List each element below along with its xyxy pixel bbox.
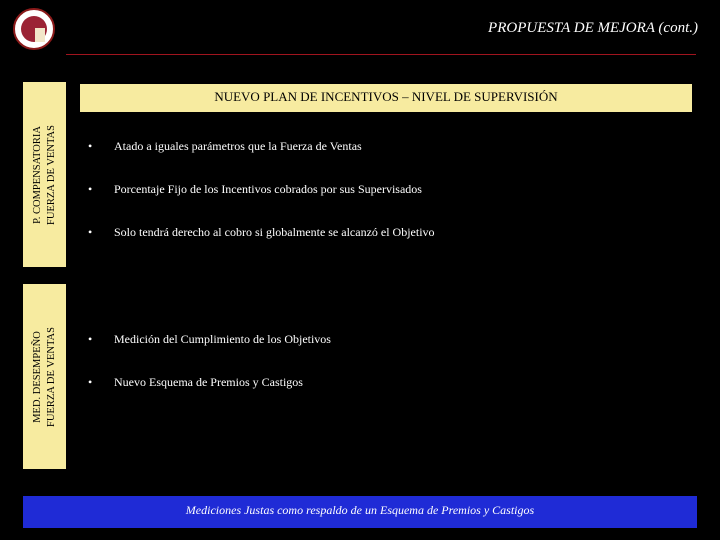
bullet-dot-icon: • bbox=[88, 182, 93, 196]
bullet-dot-icon: • bbox=[88, 375, 93, 389]
footer-banner bbox=[23, 496, 697, 528]
bullet-item bbox=[88, 139, 362, 154]
bullet-text: Solo tendrá derecho al cobro si globalmente se alcanzó el Objetivo bbox=[114, 225, 435, 239]
bullet-item bbox=[88, 332, 331, 347]
footer-text: Mediciones Justas como respaldo de un Esquema de Premios y Castigos bbox=[185, 503, 535, 517]
sidebar-compensation-box bbox=[23, 82, 66, 267]
sidebar-performance-line2: FUERZA DE VENTAS bbox=[45, 326, 57, 427]
header-divider bbox=[66, 54, 696, 55]
sidebar-compensation-label bbox=[31, 125, 59, 225]
bullet-dot-icon: • bbox=[88, 225, 93, 239]
bullet-item bbox=[88, 225, 435, 240]
sidebar-compensation-line1: P. COMPENSATORIA bbox=[31, 125, 43, 224]
logo-seal-icon bbox=[21, 16, 47, 42]
bullet-dot-icon: • bbox=[88, 139, 93, 153]
logo-tower-icon bbox=[35, 28, 45, 42]
page-title: PROPUESTA DE MEJORA (cont.) bbox=[488, 20, 698, 36]
bullet-text: Medición del Cumplimiento de los Objetivos bbox=[114, 332, 331, 346]
sidebar-performance-label bbox=[31, 327, 59, 427]
sidebar-performance-box bbox=[23, 284, 66, 469]
university-logo bbox=[13, 8, 55, 50]
sidebar-compensation-line2: FUERZA DE VENTAS bbox=[45, 124, 57, 225]
bullet-item bbox=[88, 375, 303, 390]
plan-title: NUEVO PLAN DE INCENTIVOS – NIVEL DE SUPERVISIÓN bbox=[214, 89, 558, 104]
plan-title-bar bbox=[80, 84, 692, 112]
bullet-text: Nuevo Esquema de Premios y Castigos bbox=[114, 375, 303, 389]
sidebar-performance-line1: MED. DESEMPEÑO bbox=[31, 330, 43, 423]
bullet-text: Atado a iguales parámetros que la Fuerza de Ventas bbox=[114, 139, 362, 153]
bullet-text: Porcentaje Fijo de los Incentivos cobrados por sus Supervisados bbox=[114, 182, 422, 196]
bullet-dot-icon: • bbox=[88, 332, 93, 346]
bullet-item bbox=[88, 182, 422, 197]
